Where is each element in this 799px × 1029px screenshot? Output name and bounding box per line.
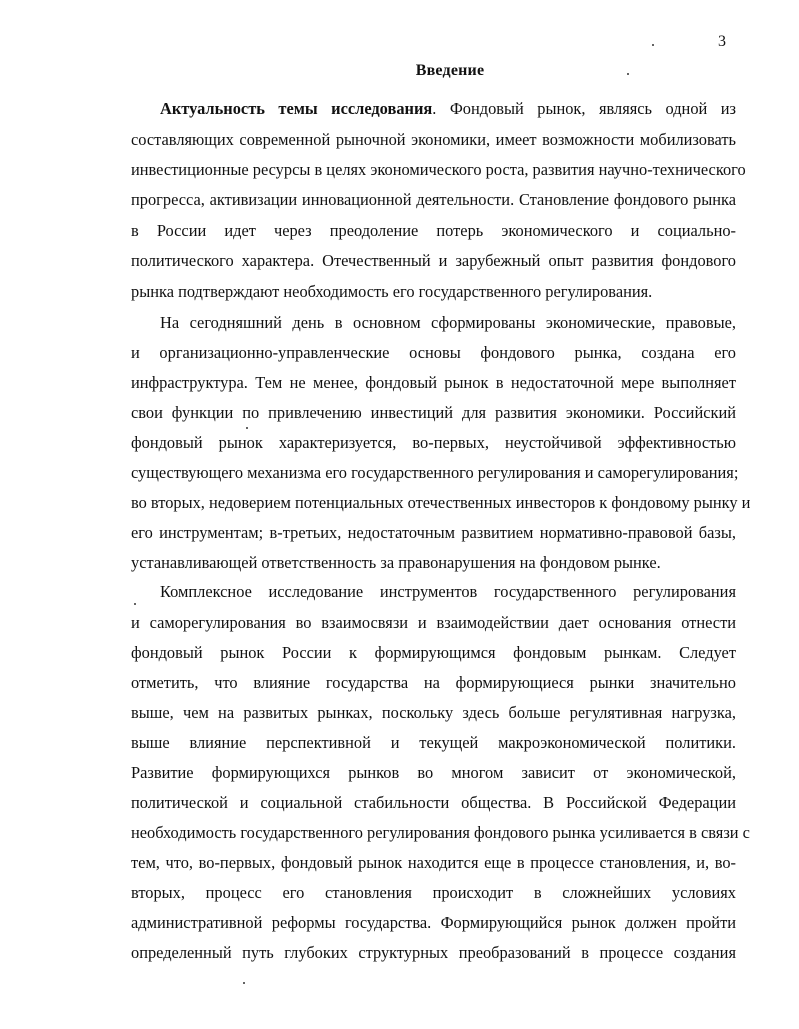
text-line: в России идет через преодоление потерь экономического и социально-	[131, 221, 736, 240]
text-line: отметить, что влияние государства на формирующиеся рынки значительно	[131, 673, 736, 692]
text-line: тем, что, во-первых, фондовый рынок находится еще в процессе становления, и, во-	[131, 853, 736, 872]
text-line: устанавливающей ответственность за правонарушения на фондовом рынке.	[131, 553, 661, 572]
lead-phrase: Актуальность темы исследования	[160, 99, 433, 118]
text-line: его инструментам; в-третьих, недостаточным развитием нормативно-правовой базы,	[131, 523, 736, 542]
text-line: политической и социальной стабильности общества. В Российской Федерации	[131, 793, 736, 812]
scan-speck	[134, 603, 136, 605]
text-line: определенный путь глубоких структурных преобразований в процессе создания	[131, 943, 736, 962]
text-line: свои функции по привлечению инвестиций для развития экономики. Российский	[131, 403, 736, 422]
text-line: фондовый рынок характеризуется, во-первых, неустойчивой эффективностью	[131, 433, 736, 452]
text-line: вторых, процесс его становления происходит в сложнейших условиях	[131, 883, 736, 902]
text-line: Развитие формирующихся рынков во многом зависит от экономической,	[131, 763, 736, 782]
text-line: политического характера. Отечественный и зарубежный опыт развития фондового	[131, 251, 736, 270]
page-number: 3	[718, 33, 726, 50]
scan-speck	[246, 427, 248, 429]
text-line: существующего механизма его государственного регулирования и саморегулирования;	[131, 463, 739, 482]
text-line: прогресса, активизации инновационной деятельности. Становление фондового рынка	[131, 190, 736, 209]
text-line: выше влияние перспективной и текущей макроэкономической политики.	[131, 733, 736, 752]
text-line: и саморегулирования во взаимосвязи и взаимодействии дает основания отнести	[131, 613, 736, 632]
text-line: и организационно-управленческие основы фондового рынка, создана его	[131, 343, 736, 362]
text-line: инвестиционные ресурсы в целях экономического роста, развития научно-технического	[131, 160, 746, 179]
text-line: Актуальность темы исследования. Фондовый рынок, являясь одной из	[160, 99, 736, 118]
text-line: фондовый рынок России к формирующимся фондовым рынкам. Следует	[131, 643, 736, 662]
text-line: инфраструктура. Тем не менее, фондовый рынок в недостаточной мере выполняет	[131, 373, 736, 392]
text-line: рынка подтверждают необходимость его государственного регулирования.	[131, 282, 653, 301]
scan-speck	[627, 73, 629, 75]
text-line: административной реформы государства. Формирующийся рынок должен пройти	[131, 913, 736, 932]
scan-speck	[243, 982, 245, 984]
section-heading: Введение	[415, 62, 485, 79]
text-line: Комплексное исследование инструментов государственного регулирования	[160, 582, 736, 601]
text-line: необходимость государственного регулирования фондового рынка усиливается в связи с	[131, 823, 750, 842]
text-line: На сегодняшний день в основном сформированы экономические, правовые,	[160, 313, 736, 332]
text-line: выше, чем на развитых рынках, поскольку здесь больше регулятивная нагрузка,	[131, 703, 736, 722]
text-line: во вторых, недоверием потенциальных отечественных инвесторов к фондовому рынку и	[131, 493, 751, 512]
text-line: составляющих современной рыночной экономики, имеет возможности мобилизовать	[131, 130, 736, 149]
scan-speck	[652, 44, 654, 46]
